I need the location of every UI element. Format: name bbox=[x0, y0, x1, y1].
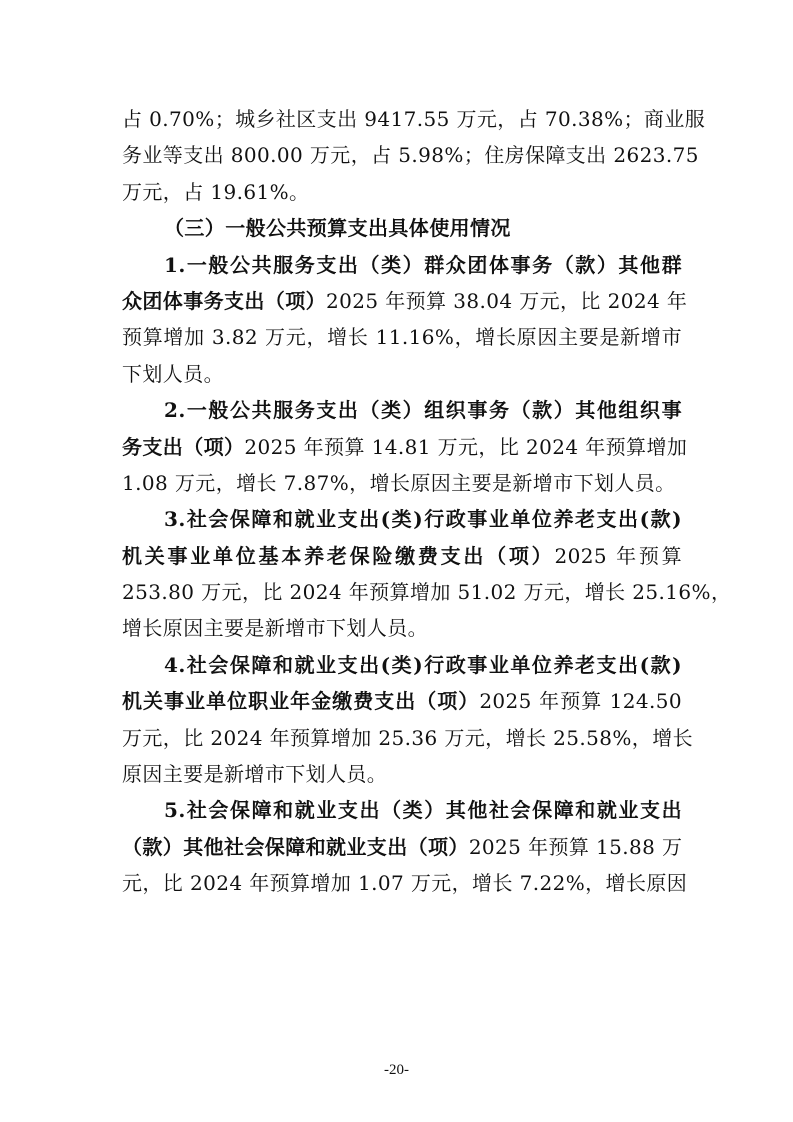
text-line bbox=[122, 792, 682, 828]
item-heading: 4.社会保障和就业支出(类)行政事业单位养老支出(款) bbox=[164, 652, 682, 677]
section-heading: （三）一般公共预算支出具体使用情况 bbox=[164, 216, 511, 241]
item-text: 2025 年预算 15.88 万 bbox=[468, 834, 683, 859]
item-heading: 机关事业单位职业年金缴费支出（项） bbox=[122, 689, 480, 714]
document-body bbox=[122, 101, 732, 902]
item-heading: 2.一般公共服务支出（类）组织事务（款）其他组织事 bbox=[164, 398, 682, 423]
text-line: 预算增加 3.82 万元，增长 11.16%，增长原因主要是新增市 bbox=[122, 325, 682, 350]
text-line: 万元，比 2024 年预算增加 25.36 万元，增长 25.58%，增长 bbox=[122, 725, 694, 750]
text-line bbox=[122, 247, 682, 283]
item-heading: （款）其他社会保障和就业支出（项） bbox=[122, 834, 469, 859]
text-line: 下划人员。 bbox=[122, 361, 224, 386]
item-heading: 1.一般公共服务支出（类）群众团体事务（款）其他群 bbox=[164, 252, 682, 277]
item-heading: 众团体事务支出（项） bbox=[122, 288, 326, 313]
text-line: 1.08 万元，增长 7.87%，增长原因主要是新增市下划人员。 bbox=[122, 470, 676, 495]
text-line: 增长原因主要是新增市下划人员。 bbox=[122, 616, 428, 641]
text-line bbox=[122, 501, 682, 537]
text-line bbox=[122, 283, 688, 319]
text-line bbox=[122, 392, 682, 428]
text-line bbox=[122, 538, 682, 574]
item-text: 2025 年预算 38.04 万元，比 2024 年 bbox=[326, 288, 688, 313]
item-heading: 务支出（项） bbox=[122, 434, 245, 459]
text-line bbox=[122, 429, 688, 465]
text-line: 元，比 2024 年预算增加 1.07 万元，增长 7.22%，增长原因 bbox=[122, 871, 688, 896]
item-heading: 3.社会保障和就业支出(类)行政事业单位养老支出(款) bbox=[164, 507, 682, 532]
text-line: 务业等支出 800.00 万元，占 5.98%；住房保障支出 2623.75 bbox=[122, 143, 699, 168]
item-heading: 5.社会保障和就业支出（类）其他社会保障和就业支出 bbox=[164, 798, 682, 823]
text-line bbox=[122, 683, 682, 719]
text-line bbox=[122, 647, 682, 683]
text-line: 占 0.70%；城乡社区支出 9417.55 万元，占 70.38%；商业服 bbox=[122, 107, 706, 131]
item-text: 2025 年预算 bbox=[554, 543, 682, 568]
text-line: 万元，占 19.61%。 bbox=[122, 179, 310, 204]
item-heading: 机关事业单位基本养老保险缴费支出（项） bbox=[122, 543, 555, 568]
text-line: 253.80 万元，比 2024 年预算增加 51.02 万元，增长 25.16%， bbox=[122, 580, 732, 605]
item-text: 2025 年预算 124.50 bbox=[479, 689, 682, 714]
text-line bbox=[122, 829, 682, 865]
item-text: 2025 年预算 14.81 万元，比 2024 年预算增加 bbox=[244, 434, 688, 459]
text-line: 原因主要是新增市下划人员。 bbox=[122, 762, 388, 787]
page-number: -20- bbox=[384, 1062, 409, 1078]
